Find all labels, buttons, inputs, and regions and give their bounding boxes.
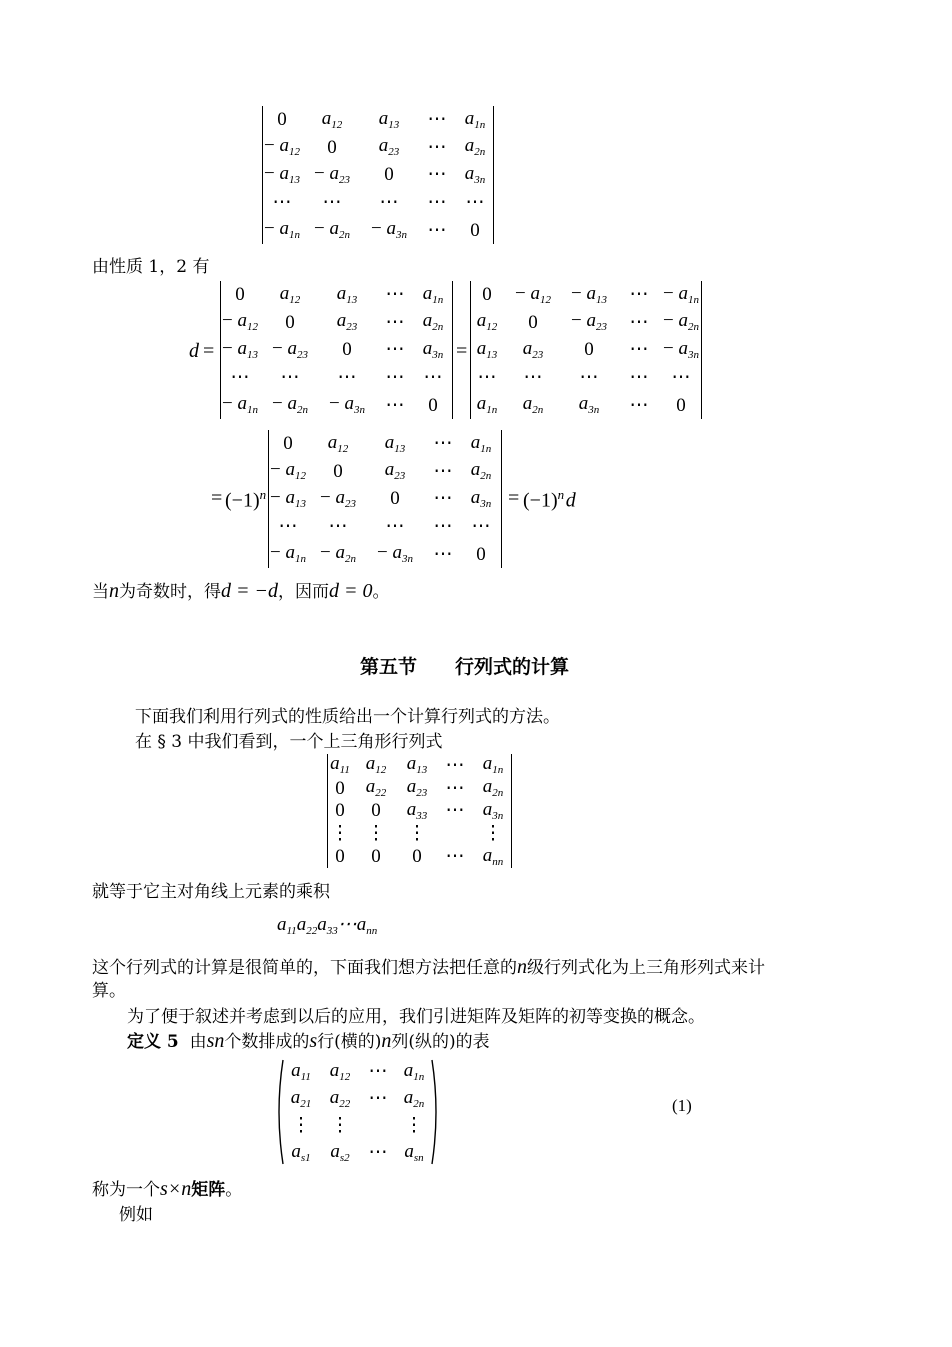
equals-sign: = <box>508 487 520 509</box>
determinant-skew <box>260 106 494 244</box>
matrix-cell: $a_{13}$ <box>476 337 498 361</box>
paragraph: 在 § 3 中我们看到，一个上三角形行列式 <box>135 732 443 752</box>
matrix-cell: ⋯ <box>423 367 443 389</box>
matrix-cell: ⋯ <box>477 367 497 389</box>
matrix-cell: 0 <box>384 164 394 186</box>
paragraph: 算。 <box>92 981 126 1001</box>
matrix-cell: − $a_{23}$ <box>272 337 308 361</box>
matrix-cell: 0 <box>476 543 486 565</box>
matrix-cell: $a_{2n}$ <box>470 459 492 483</box>
definition-5: 定义 5 由sn个数排成的s行(横的)n列(纵的)的表 <box>127 1030 490 1052</box>
matrix-cell: 0 <box>371 800 381 822</box>
matrix-cell: $a_{23}$ <box>384 459 406 483</box>
matrix-cell: 0 <box>528 311 538 333</box>
minus-one-power: $(-1)^n$ <box>225 487 267 512</box>
matrix-cell: $a_{sn}$ <box>404 1140 424 1164</box>
matrix-cell: $a_{1n}$ <box>470 431 492 455</box>
matrix-cell: $a_{3n}$ <box>422 337 444 361</box>
matrix-cell: 0 <box>412 846 422 868</box>
matrix-cell: ⋯ <box>385 339 405 361</box>
matrix-cell: 0 <box>342 339 352 361</box>
matrix-cell: ⋯ <box>427 136 447 158</box>
matrix-cell: 0 <box>335 777 345 799</box>
matrix-cell: 0 <box>285 311 295 333</box>
paragraph: 为了便于叙述并考虑到以后的应用，我们引进矩阵及矩阵的初等变换的概念。 <box>127 1007 705 1027</box>
matrix-cell: ⋯ <box>385 284 405 306</box>
matrix-cell: $a_{12}$ <box>476 310 498 334</box>
matrix-cell: $a_{22}$ <box>329 1086 351 1110</box>
matrix-cell: 0 <box>283 433 293 455</box>
result-expression: $(-1)^n$ d <box>523 487 576 512</box>
matrix-definition: 称为一个s×n矩阵。 <box>92 1178 243 1200</box>
matrix-cell: ⋯ <box>368 1088 388 1109</box>
matrix-cell: ⋯ <box>433 433 453 455</box>
matrix-cell: $a_{3n}$ <box>470 486 492 510</box>
matrix-cell: − $a_{1n}$ <box>663 282 699 306</box>
odd-conclusion: 当n为奇数时，得d = −d，因而d = 0。 <box>92 580 390 602</box>
matrix-cell: 0 <box>335 800 345 822</box>
matrix-cell: ⋯ <box>385 516 405 538</box>
matrix-general <box>282 1058 432 1166</box>
matrix-cell: − $a_{12}$ <box>270 459 306 483</box>
matrix-cell: $a_{2n}$ <box>482 776 504 800</box>
det-bar-right <box>452 281 453 419</box>
matrix-cell: ⋯ <box>445 846 465 868</box>
matrix-cell: ⋯ <box>471 516 491 538</box>
paragraph: 下面我们利用行列式的性质给出一个计算行列式的方法。 <box>135 707 560 727</box>
det-bar-right <box>501 430 502 568</box>
matrix-cell: $a_{1n}$ <box>403 1059 425 1083</box>
matrix-cell: − $a_{13}$ <box>264 162 300 186</box>
matrix-cell: ⋯ <box>272 192 292 214</box>
matrix-cell: 0 <box>584 339 594 361</box>
matrix-cell: 0 <box>470 219 480 241</box>
matrix-cell: 0 <box>333 460 343 482</box>
matrix-cell: − $a_{13}$ <box>571 282 607 306</box>
matrix-cell: ⋯ <box>278 516 298 538</box>
matrix-cell: ⋮ <box>407 823 427 845</box>
determinant-upper-triangular <box>325 754 513 868</box>
matrix-cell: $a_{2n}$ <box>464 135 486 159</box>
matrix-cell: ⋯ <box>368 1061 388 1082</box>
matrix-cell: ⋯ <box>433 543 453 565</box>
matrix-cell: 0 <box>327 136 337 158</box>
matrix-cell: ⋯ <box>523 367 543 389</box>
matrix-cell: ⋯ <box>280 367 300 389</box>
equals-sign: = <box>203 340 215 362</box>
matrix-cell: ⋮ <box>483 823 503 845</box>
matrix-cell: ⋯ <box>445 754 465 776</box>
matrix-cell: − $a_{2n}$ <box>320 542 356 566</box>
matrix-cell: $a_{1n}$ <box>476 393 498 417</box>
matrix-cell: ⋯ <box>322 192 342 214</box>
matrix-cell: ⋮ <box>330 1115 350 1136</box>
matrix-cell: ⋯ <box>433 488 453 510</box>
matrix-cell: ⋯ <box>328 516 348 538</box>
equals-sign: = <box>456 340 468 362</box>
matrix-cell: ⋯ <box>445 800 465 822</box>
example-label: 例如 <box>119 1205 153 1225</box>
det-bar-right <box>511 754 512 868</box>
matrix-cell: ⋯ <box>379 192 399 214</box>
matrix-cell: $a_{3n}$ <box>482 798 504 822</box>
by-property-text: 由性质 1，2 有 <box>92 257 210 277</box>
matrix-cell: ⋮ <box>291 1115 311 1136</box>
matrix-cell: − $a_{1n}$ <box>264 218 300 242</box>
matrix-cell: ⋯ <box>433 460 453 482</box>
matrix-cell: ⋮ <box>330 823 350 845</box>
matrix-cell: $a_{13}$ <box>384 431 406 455</box>
equals-sign: = <box>211 487 223 509</box>
matrix-cell: − $a_{13}$ <box>270 486 306 510</box>
matrix-cell: $a_{23}$ <box>406 776 428 800</box>
matrix-cell: − $a_{3n}$ <box>371 218 407 242</box>
paragraph: 这个行列式的计算是很简单的，下面我们想方法把任意的n级行列式化为上三角形列式来计 <box>92 956 765 978</box>
matrix-cell: − $a_{2n}$ <box>314 218 350 242</box>
paragraph: 就等于它主对角线上元素的乘积 <box>92 882 330 902</box>
diagonal-product: $a_{11}a_{22}a_{33}\cdots a_{nn}$ <box>277 914 378 937</box>
matrix-cell: $a_{33}$ <box>406 798 428 822</box>
matrix-cell: $a_{1n}$ <box>422 282 444 306</box>
determinant-skew <box>266 430 500 568</box>
matrix-cell: − $a_{13}$ <box>222 337 258 361</box>
matrix-right-paren <box>430 1058 442 1166</box>
matrix-cell: − $a_{12}$ <box>515 282 551 306</box>
matrix-cell: ⋯ <box>465 192 485 214</box>
matrix-cell: $a_{2n}$ <box>422 310 444 334</box>
matrix-cell: − $a_{23}$ <box>571 310 607 334</box>
matrix-cell: ⋯ <box>385 394 405 416</box>
matrix-cell: ⋯ <box>337 367 357 389</box>
matrix-cell: − $a_{12}$ <box>222 310 258 334</box>
matrix-cell: ⋯ <box>629 367 649 389</box>
matrix-cell: − $a_{12}$ <box>264 135 300 159</box>
matrix-cell: $a_{nn}$ <box>482 844 504 868</box>
matrix-cell: − $a_{2n}$ <box>272 393 308 417</box>
matrix-cell: ⋯ <box>427 164 447 186</box>
matrix-cell: ⋯ <box>427 109 447 131</box>
matrix-cell: $a_{13}$ <box>406 753 428 777</box>
matrix-cell: $a_{23}$ <box>378 135 400 159</box>
determinant-skew <box>218 281 452 419</box>
matrix-cell: 0 <box>676 394 686 416</box>
matrix-cell: $a_{2n}$ <box>522 393 544 417</box>
matrix-cell: $a_{s2}$ <box>330 1140 350 1164</box>
matrix-cell: $a_{12}$ <box>321 107 343 131</box>
matrix-cell: $a_{s1}$ <box>291 1140 311 1164</box>
matrix-cell: ⋮ <box>404 1115 424 1136</box>
matrix-cell: ⋮ <box>366 823 386 845</box>
matrix-cell: $a_{22}$ <box>365 776 387 800</box>
matrix-cell: ⋯ <box>230 367 250 389</box>
matrix-cell: $a_{1n}$ <box>464 107 486 131</box>
matrix-cell: 0 <box>235 284 245 306</box>
matrix-cell: − $a_{23}$ <box>320 486 356 510</box>
matrix-cell: $a_{12}$ <box>279 282 301 306</box>
equation-number: (1) <box>672 1096 692 1115</box>
matrix-cell: ⋯ <box>629 311 649 333</box>
matrix-cell: − $a_{3n}$ <box>377 542 413 566</box>
matrix-cell: $a_{3n}$ <box>464 162 486 186</box>
matrix-cell: $a_{12}$ <box>365 753 387 777</box>
matrix-cell: $a_{13}$ <box>336 282 358 306</box>
matrix-cell: ⋯ <box>445 777 465 799</box>
matrix-cell: $a_{12}$ <box>327 431 349 455</box>
matrix-cell: ⋯ <box>433 516 453 538</box>
matrix-cell: $a_{23}$ <box>522 337 544 361</box>
det-bar-right <box>701 281 702 419</box>
matrix-cell: $a_{1n}$ <box>482 753 504 777</box>
d-label: d <box>189 340 199 362</box>
matrix-cell: $a_{13}$ <box>378 107 400 131</box>
matrix-cell: 0 <box>277 109 287 131</box>
matrix-cell: 0 <box>390 488 400 510</box>
matrix-cell: ⋯ <box>385 311 405 333</box>
matrix-cell: ⋯ <box>629 394 649 416</box>
matrix-cell: ⋯ <box>579 367 599 389</box>
matrix-cell: ⋯ <box>427 219 447 241</box>
matrix-cell: 0 <box>428 394 438 416</box>
section-heading: 第五节 行列式的计算 <box>360 656 570 678</box>
matrix-cell: − $a_{23}$ <box>314 162 350 186</box>
matrix-cell: ⋯ <box>671 367 691 389</box>
matrix-cell: ⋯ <box>629 284 649 306</box>
matrix-cell: $a_{3n}$ <box>578 393 600 417</box>
det-bar-right <box>493 106 494 244</box>
matrix-cell: ⋯ <box>385 367 405 389</box>
determinant-transpose <box>468 281 702 419</box>
matrix-cell: ⋯ <box>427 192 447 214</box>
matrix-cell: 0 <box>335 846 345 868</box>
matrix-cell: ⋯ <box>368 1142 388 1163</box>
matrix-cell: $a_{2n}$ <box>403 1086 425 1110</box>
matrix-cell: − $a_{1n}$ <box>222 393 258 417</box>
matrix-cell: − $a_{1n}$ <box>270 542 306 566</box>
matrix-cell: ⋯ <box>629 339 649 361</box>
matrix-cell: 0 <box>482 284 492 306</box>
matrix-cell: − $a_{3n}$ <box>663 337 699 361</box>
matrix-cell: $a_{12}$ <box>329 1059 351 1083</box>
matrix-cell: 0 <box>371 846 381 868</box>
matrix-cell: − $a_{2n}$ <box>663 310 699 334</box>
matrix-cell: − $a_{3n}$ <box>329 393 365 417</box>
matrix-cell: $a_{11}$ <box>291 1059 311 1083</box>
matrix-cell: $a_{23}$ <box>336 310 358 334</box>
matrix-cell: $a_{21}$ <box>290 1086 312 1110</box>
matrix-cell: $a_{11}$ <box>330 753 350 777</box>
